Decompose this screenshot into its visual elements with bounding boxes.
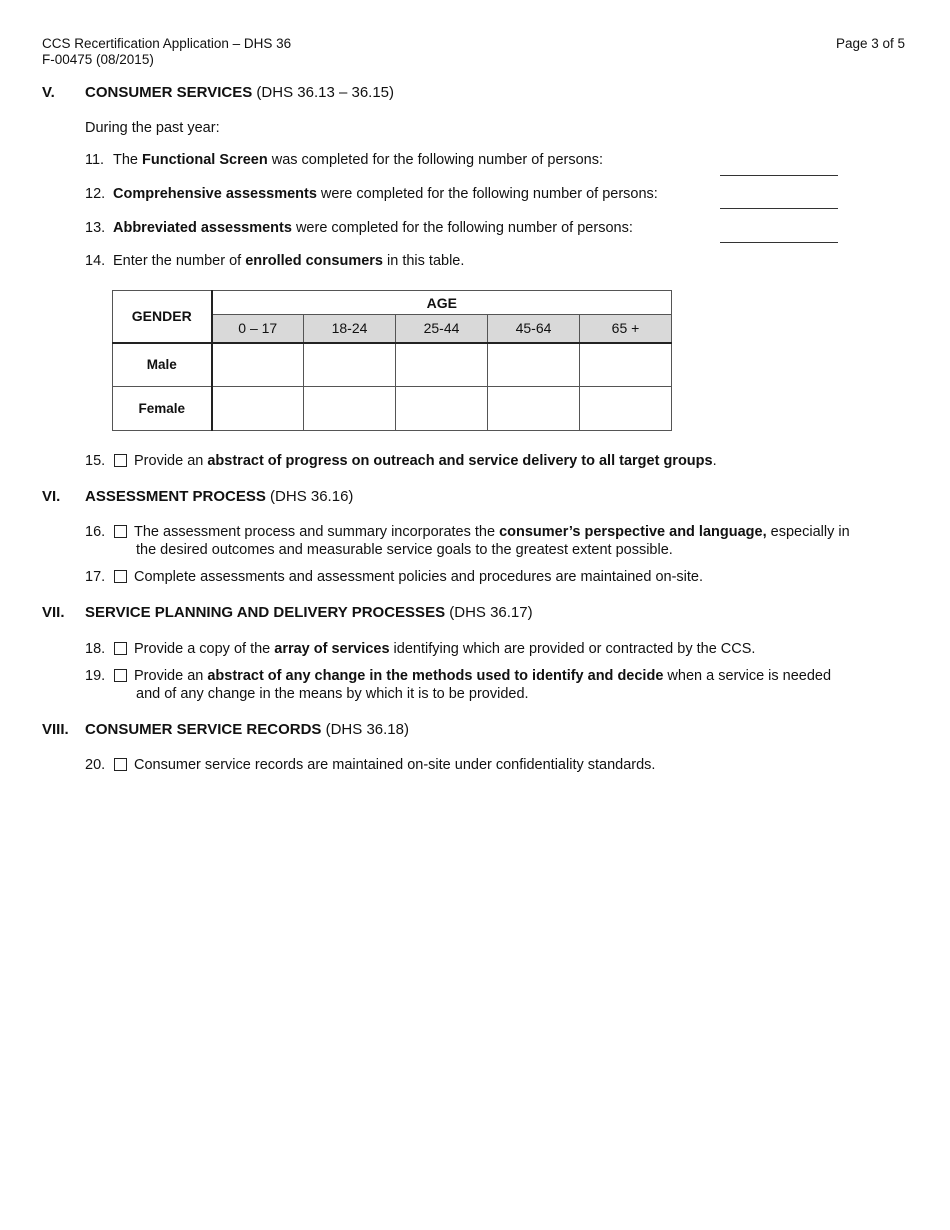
item-17-text: Complete assessments and assessment policies and procedures are maintained on-site. — [134, 569, 704, 585]
item-19-number: 19. — [85, 668, 106, 684]
item-16-text-line1: The assessment process and summary incorporates the consumer’s perspective and language, especially in — [134, 524, 850, 540]
item-12-answer-line[interactable] — [720, 208, 838, 209]
form-number: F-00475 (08/2015) — [42, 52, 154, 67]
item-14-number: 14. — [85, 253, 106, 269]
female-18-24-cell[interactable] — [304, 387, 396, 431]
item-13-answer-line[interactable] — [720, 242, 838, 243]
item-18-text: Provide a copy of the array of services identifying which are provided or contracted by the CCS. — [134, 641, 756, 657]
item-18-number: 18. — [85, 641, 106, 657]
item-12-text: Comprehensive assessments were completed for the following number of persons: — [113, 186, 658, 202]
age-bin-25-44: 25-44 — [396, 315, 488, 343]
item-19-text-line1: Provide an abstract of any change in the methods used to identify and decide when a service is needed — [134, 668, 832, 684]
female-25-44-cell[interactable] — [396, 387, 488, 431]
item-20-number: 20. — [85, 757, 106, 773]
item-11-text: The Functional Screen was completed for the following number of persons: — [113, 152, 604, 168]
item-19-text-line2: and of any change in the means by which it is to be provided. — [136, 686, 529, 702]
item-17-number: 17. — [85, 569, 106, 585]
section-vii-title: SERVICE PLANNING AND DELIVERY PROCESSES (DHS 36.17) — [85, 604, 533, 621]
female-45-64-cell[interactable] — [488, 387, 580, 431]
item-16-number: 16. — [85, 524, 106, 540]
item-13-text: Abbreviated assessments were completed for the following number of persons: — [113, 220, 633, 236]
item-20-checkbox[interactable] — [114, 758, 127, 771]
section-v-title: CONSUMER SERVICES (DHS 36.13 – 36.15) — [85, 84, 395, 101]
row-label-male: Male — [113, 343, 212, 387]
item-15-text: Provide an abstract of progress on outreach and service delivery to all target groups. — [134, 453, 717, 469]
section-viii-title: CONSUMER SERVICE RECORDS (DHS 36.18) — [85, 721, 409, 738]
section-vi-number: VI. — [42, 488, 61, 505]
age-bin-0-17: 0 – 17 — [212, 315, 304, 343]
age-bin-45-64: 45-64 — [488, 315, 580, 343]
table-row-female — [113, 387, 672, 431]
female-0-17-cell[interactable] — [212, 387, 304, 431]
item-19-checkbox[interactable] — [114, 669, 127, 682]
male-65-plus-cell[interactable] — [580, 343, 672, 387]
item-11-answer-line[interactable] — [720, 175, 838, 176]
age-bin-18-24: 18-24 — [304, 315, 396, 343]
item-16-checkbox[interactable] — [114, 525, 127, 538]
item-13-number: 13. — [85, 220, 106, 236]
item-18-checkbox[interactable] — [114, 642, 127, 655]
section-vii-number: VII. — [42, 604, 65, 621]
section-v-number: V. — [42, 84, 55, 101]
section-vi-title: ASSESSMENT PROCESS (DHS 36.16) — [85, 488, 354, 505]
male-0-17-cell[interactable] — [212, 343, 304, 387]
item-12-number: 12. — [85, 186, 106, 202]
item-20-text: Consumer service records are maintained on-site under confidentiality standards. — [134, 757, 656, 773]
female-65-plus-cell[interactable] — [580, 387, 672, 431]
item-16-text-line2: the desired outcomes and measurable service goals to the greatest extent possible. — [136, 542, 673, 558]
male-18-24-cell[interactable] — [304, 343, 396, 387]
male-25-44-cell[interactable] — [396, 343, 488, 387]
age-bin-65-plus: 65 + — [580, 315, 672, 343]
male-45-64-cell[interactable] — [488, 343, 580, 387]
table-row-male — [113, 343, 672, 387]
row-label-female: Female — [113, 387, 212, 431]
item-15-checkbox[interactable] — [114, 454, 127, 467]
section-viii-number: VIII. — [42, 721, 69, 738]
item-15-number: 15. — [85, 453, 106, 469]
item-14-text: Enter the number of enrolled consumers in this table. — [113, 253, 465, 269]
age-header: AGE — [212, 291, 672, 315]
item-17-checkbox[interactable] — [114, 570, 127, 583]
section-v-intro: During the past year: — [85, 120, 220, 136]
item-11-number: 11. — [85, 152, 105, 168]
gender-header: GENDER — [113, 291, 212, 343]
enrolled-consumers-table — [112, 290, 672, 431]
form-title: CCS Recertification Application – DHS 36 — [42, 36, 292, 51]
page-number: Page 3 of 5 — [836, 36, 906, 51]
